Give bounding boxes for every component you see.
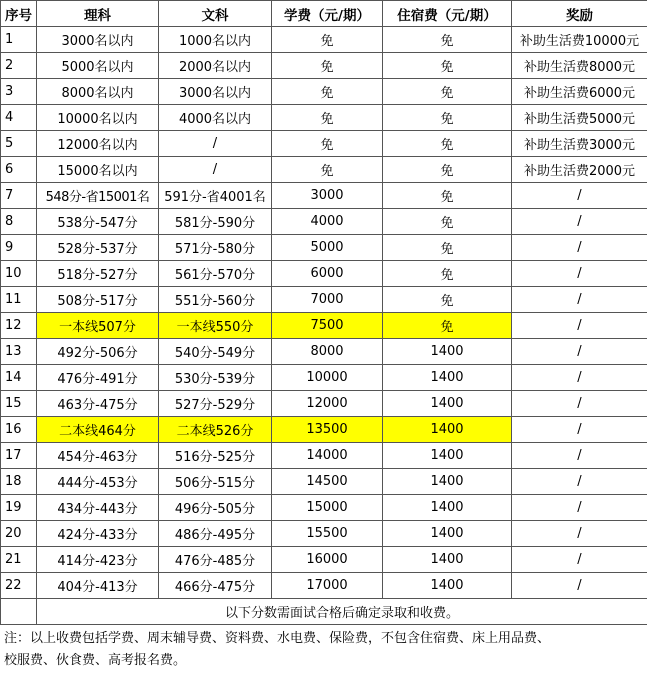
cell-lodging: 1400 (383, 521, 512, 547)
table-row (1, 157, 647, 183)
note-line-2: 校服费、伙食费、高考报名费。 (4, 653, 187, 668)
table-row (1, 53, 647, 79)
cell-reward: / (512, 339, 647, 365)
cell-lodging: 免 (383, 235, 512, 261)
cell-arts: 二本线526分 (159, 417, 272, 443)
cell-reward: / (512, 417, 647, 443)
cell-arts: 527分-529分 (159, 391, 272, 417)
header-lodging: 住宿费（元/期） (383, 1, 512, 27)
cell-reward: / (512, 235, 647, 261)
cell-no: 9 (1, 235, 37, 261)
cell-arts: 540分-549分 (159, 339, 272, 365)
cell-arts: 476分-485分 (159, 547, 272, 573)
cell-tuition: 15500 (272, 521, 383, 547)
cell-arts: 486分-495分 (159, 521, 272, 547)
cell-reward: / (512, 287, 647, 313)
cell-arts: / (159, 157, 272, 183)
cell-lodging: 1400 (383, 573, 512, 599)
fee-table-body (1, 27, 647, 599)
header-tuition: 学费（元/期） (272, 1, 383, 27)
cell-sci: 414分-423分 (37, 547, 159, 573)
cell-reward: / (512, 443, 647, 469)
cell-sci: 404分-413分 (37, 573, 159, 599)
cell-sci: 一本线507分 (37, 313, 159, 339)
cell-lodging: 免 (383, 53, 512, 79)
cell-sci: 444分-453分 (37, 469, 159, 495)
cell-sci: 538分-547分 (37, 209, 159, 235)
cell-tuition: 5000 (272, 235, 383, 261)
cell-reward: / (512, 365, 647, 391)
table-row (1, 287, 647, 313)
cell-no: 3 (1, 79, 37, 105)
cell-arts: 551分-560分 (159, 287, 272, 313)
cell-lodging: 免 (383, 287, 512, 313)
cell-no: 11 (1, 287, 37, 313)
cell-lodging: 1400 (383, 365, 512, 391)
cell-arts: 一本线550分 (159, 313, 272, 339)
cell-no: 12 (1, 313, 37, 339)
cell-reward: 补助生活费6000元 (512, 79, 647, 105)
cell-reward: / (512, 521, 647, 547)
cell-sci: 15000名以内 (37, 157, 159, 183)
table-row (1, 469, 647, 495)
cell-sci: 二本线464分 (37, 417, 159, 443)
cell-reward: 补助生活费3000元 (512, 131, 647, 157)
cell-reward: / (512, 573, 647, 599)
cell-tuition: 15000 (272, 495, 383, 521)
cell-arts: 1000名以内 (159, 27, 272, 53)
header-row (1, 1, 647, 27)
cell-no: 14 (1, 365, 37, 391)
table-row (1, 131, 647, 157)
cell-tuition: 免 (272, 131, 383, 157)
header-no: 序号 (1, 1, 37, 27)
cell-no: 18 (1, 469, 37, 495)
cell-arts: 506分-515分 (159, 469, 272, 495)
cell-lodging: 免 (383, 79, 512, 105)
table-row (1, 235, 647, 261)
cell-lodging: 免 (383, 183, 512, 209)
cell-tuition: 16000 (272, 547, 383, 573)
cell-no: 1 (1, 27, 37, 53)
cell-no: 13 (1, 339, 37, 365)
cell-reward: / (512, 261, 647, 287)
cell-tuition: 免 (272, 79, 383, 105)
cell-lodging: 免 (383, 261, 512, 287)
cell-no: 7 (1, 183, 37, 209)
cell-sci: 528分-537分 (37, 235, 159, 261)
cell-sci: 463分-475分 (37, 391, 159, 417)
cell-sci: 8000名以内 (37, 79, 159, 105)
table-row (1, 339, 647, 365)
cell-reward: 补助生活费2000元 (512, 157, 647, 183)
cell-no: 6 (1, 157, 37, 183)
cell-lodging: 1400 (383, 339, 512, 365)
table-row (1, 27, 647, 53)
cell-lodging: 免 (383, 105, 512, 131)
cell-reward: / (512, 313, 647, 339)
cell-sci: 518分-527分 (37, 261, 159, 287)
cell-arts: 4000名以内 (159, 105, 272, 131)
cell-tuition: 8000 (272, 339, 383, 365)
cell-sci: 492分-506分 (37, 339, 159, 365)
cell-lodging: 免 (383, 131, 512, 157)
cell-no: 8 (1, 209, 37, 235)
cell-arts: 466分-475分 (159, 573, 272, 599)
cell-no: 4 (1, 105, 37, 131)
cell-arts: 571分-580分 (159, 235, 272, 261)
cell-arts: 530分-539分 (159, 365, 272, 391)
cell-arts: 2000名以内 (159, 53, 272, 79)
table-row (1, 105, 647, 131)
cell-sci: 508分-517分 (37, 287, 159, 313)
table-row (1, 391, 647, 417)
cell-reward: 补助生活费10000元 (512, 27, 647, 53)
table-row (1, 573, 647, 599)
cell-tuition: 7500 (272, 313, 383, 339)
cell-no: 22 (1, 573, 37, 599)
cell-sci: 424分-433分 (37, 521, 159, 547)
cell-no: 19 (1, 495, 37, 521)
cell-tuition: 免 (272, 157, 383, 183)
cell-tuition: 14500 (272, 469, 383, 495)
cell-tuition: 7000 (272, 287, 383, 313)
cell-lodging: 1400 (383, 495, 512, 521)
cell-lodging: 1400 (383, 417, 512, 443)
table-row (1, 365, 647, 391)
table-row (1, 495, 647, 521)
cell-tuition: 10000 (272, 365, 383, 391)
table-row (1, 313, 647, 339)
cell-sci: 5000名以内 (37, 53, 159, 79)
cell-lodging: 1400 (383, 547, 512, 573)
cell-arts: 591分-省4001名 (159, 183, 272, 209)
cell-no: 15 (1, 391, 37, 417)
cell-sci: 3000名以内 (37, 27, 159, 53)
cell-tuition: 17000 (272, 573, 383, 599)
cell-lodging: 免 (383, 313, 512, 339)
table-row (1, 417, 647, 443)
note-line-1: 注：以上收费包括学费、周末辅导费、资料费、水电费、保险费，不包含住宿费、床上用品费、 (4, 631, 551, 646)
cell-tuition: 免 (272, 53, 383, 79)
header-arts: 文科 (159, 1, 272, 27)
cell-tuition: 免 (272, 105, 383, 131)
table-row (1, 261, 647, 287)
cell-no: 5 (1, 131, 37, 157)
table-row (1, 79, 647, 105)
cell-lodging: 1400 (383, 391, 512, 417)
cell-no: 2 (1, 53, 37, 79)
cell-no: 10 (1, 261, 37, 287)
cell-tuition: 6000 (272, 261, 383, 287)
table-row (1, 183, 647, 209)
cell-lodging: 免 (383, 157, 512, 183)
cell-arts: / (159, 131, 272, 157)
cell-reward: 补助生活费8000元 (512, 53, 647, 79)
cell-arts: 516分-525分 (159, 443, 272, 469)
cell-sci: 12000名以内 (37, 131, 159, 157)
cell-reward: / (512, 495, 647, 521)
cell-arts: 496分-505分 (159, 495, 272, 521)
cell-tuition: 13500 (272, 417, 383, 443)
cell-sci: 476分-491分 (37, 365, 159, 391)
cell-no: 16 (1, 417, 37, 443)
table-row (1, 209, 647, 235)
table-row (1, 443, 647, 469)
cell-no: 20 (1, 521, 37, 547)
cell-lodging: 1400 (383, 469, 512, 495)
table-row (1, 547, 647, 573)
cell-tuition: 12000 (272, 391, 383, 417)
cell-reward: 补助生活费5000元 (512, 105, 647, 131)
cell-tuition: 14000 (272, 443, 383, 469)
cell-reward: / (512, 391, 647, 417)
note (4, 628, 644, 672)
cell-arts: 561分-570分 (159, 261, 272, 287)
header-reward: 奖励 (512, 1, 647, 27)
cell-no: 17 (1, 443, 37, 469)
header-sci: 理科 (37, 1, 159, 27)
cell-arts: 581分-590分 (159, 209, 272, 235)
cell-tuition: 3000 (272, 183, 383, 209)
cell-reward: / (512, 547, 647, 573)
footer-note: 以下分数需面试合格后确定录取和收费。 (37, 599, 647, 625)
cell-no: 21 (1, 547, 37, 573)
cell-lodging: 免 (383, 27, 512, 53)
cell-sci: 454分-463分 (37, 443, 159, 469)
cell-tuition: 免 (272, 27, 383, 53)
cell-sci: 548分-省15001名 (37, 183, 159, 209)
cell-reward: / (512, 209, 647, 235)
cell-arts: 3000名以内 (159, 79, 272, 105)
table-row (1, 521, 647, 547)
cell-lodging: 1400 (383, 443, 512, 469)
cell-reward: / (512, 183, 647, 209)
footer-row (1, 599, 647, 625)
cell-sci: 434分-443分 (37, 495, 159, 521)
cell-tuition: 4000 (272, 209, 383, 235)
footer-empty-cell (1, 599, 37, 625)
cell-lodging: 免 (383, 209, 512, 235)
cell-sci: 10000名以内 (37, 105, 159, 131)
cell-reward: / (512, 469, 647, 495)
